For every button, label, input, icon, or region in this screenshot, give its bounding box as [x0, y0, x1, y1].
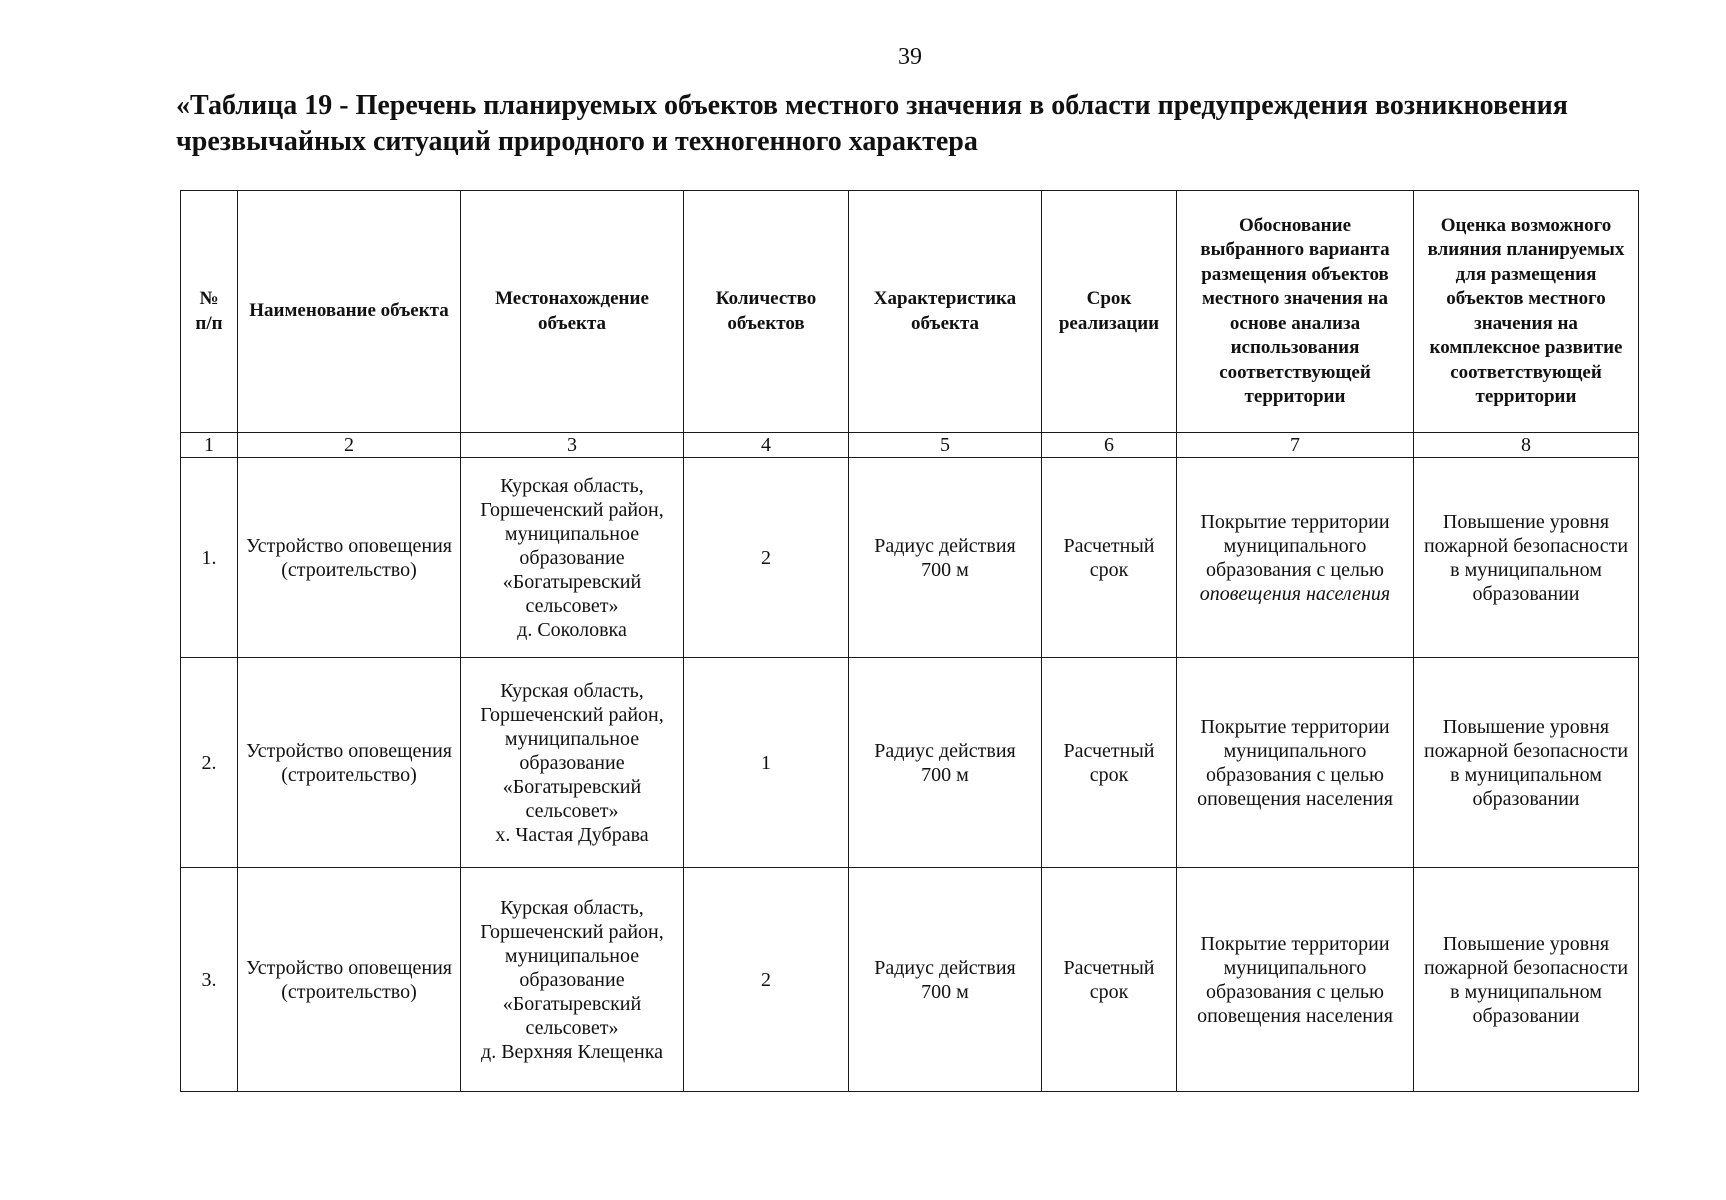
object-quantity: 1	[684, 658, 849, 868]
row-number: 1.	[181, 458, 238, 658]
object-quantity: 2	[684, 458, 849, 658]
placement-justification: Покрытие территории муниципального образования с целью оповещения населения	[1177, 868, 1414, 1092]
implementation-term: Расчетный срок	[1042, 658, 1177, 868]
header-term: Срок реализации	[1042, 191, 1177, 433]
column-number: 1	[181, 433, 238, 458]
header-quantity: Количество объектов	[684, 191, 849, 433]
object-name: Устройство оповещения (строительство)	[238, 868, 461, 1092]
page-number: 39	[898, 44, 922, 70]
column-number: 5	[849, 433, 1042, 458]
object-name: Устройство оповещения (строительство)	[238, 458, 461, 658]
header-name: Наименование объекта	[238, 191, 461, 433]
object-quantity: 2	[684, 868, 849, 1092]
header-number: № п/п	[181, 191, 238, 433]
table-row	[181, 868, 1639, 1092]
table-title: «Таблица 19 - Перечень планируемых объектов местного значения в области предупреждения возникновения чрезвычайных ситуаций природного и техногенного характера	[176, 90, 1568, 157]
header-location: Местонахождение объекта	[461, 191, 684, 433]
column-number: 4	[684, 433, 849, 458]
column-number: 8	[1414, 433, 1639, 458]
row-number: 2.	[181, 658, 238, 868]
placement-justification: Покрытие территории муниципального образования с целью оповещения населения	[1177, 458, 1414, 658]
object-characteristic: Радиус действия 700 м	[849, 868, 1042, 1092]
header-assessment: Оценка возможного влияния планируемых для размещения объектов местного значения на комплексное развитие соответствующей территории	[1414, 191, 1639, 433]
row-number: 3.	[181, 868, 238, 1092]
object-location: Курская область, Горшеченский район, муниципальное образование «Богатыревский сельсовет» д. Соколовка	[461, 458, 684, 658]
objects-table	[180, 190, 1639, 1092]
object-characteristic: Радиус действия 700 м	[849, 658, 1042, 868]
object-location: Курская область, Горшеченский район, муниципальное образование «Богатыревский сельсовет» х. Частая Дубрава	[461, 658, 684, 868]
implementation-term: Расчетный срок	[1042, 458, 1177, 658]
impact-assessment: Повышение уровня пожарной безопасности в муниципальном образовании	[1414, 868, 1639, 1092]
column-number-row	[181, 433, 1639, 458]
implementation-term: Расчетный срок	[1042, 868, 1177, 1092]
column-number: 3	[461, 433, 684, 458]
impact-assessment: Повышение уровня пожарной безопасности в муниципальном образовании	[1414, 658, 1639, 868]
header-row	[181, 191, 1639, 433]
justification-italic-line: оповещения населения	[1199, 582, 1391, 605]
impact-assessment: Повышение уровня пожарной безопасности в муниципальном образовании	[1414, 458, 1639, 658]
object-characteristic: Радиус действия 700 м	[849, 458, 1042, 658]
table-row	[181, 458, 1639, 658]
placement-justification: Покрытие территории муниципального образования с целью оповещения населения	[1177, 658, 1414, 868]
table-row	[181, 658, 1639, 868]
column-number: 6	[1042, 433, 1177, 458]
object-location: Курская область, Горшеченский район, муниципальное образование «Богатыревский сельсовет» д. Верхняя Клещенка	[461, 868, 684, 1092]
column-number: 2	[238, 433, 461, 458]
header-characteristic: Характеристика объекта	[849, 191, 1042, 433]
header-justification: Обоснование выбранного варианта размещения объектов местного значения на основe анализа использования соответствующей территории	[1177, 191, 1414, 433]
column-number: 7	[1177, 433, 1414, 458]
object-name: Устройство оповещения (строительство)	[238, 658, 461, 868]
